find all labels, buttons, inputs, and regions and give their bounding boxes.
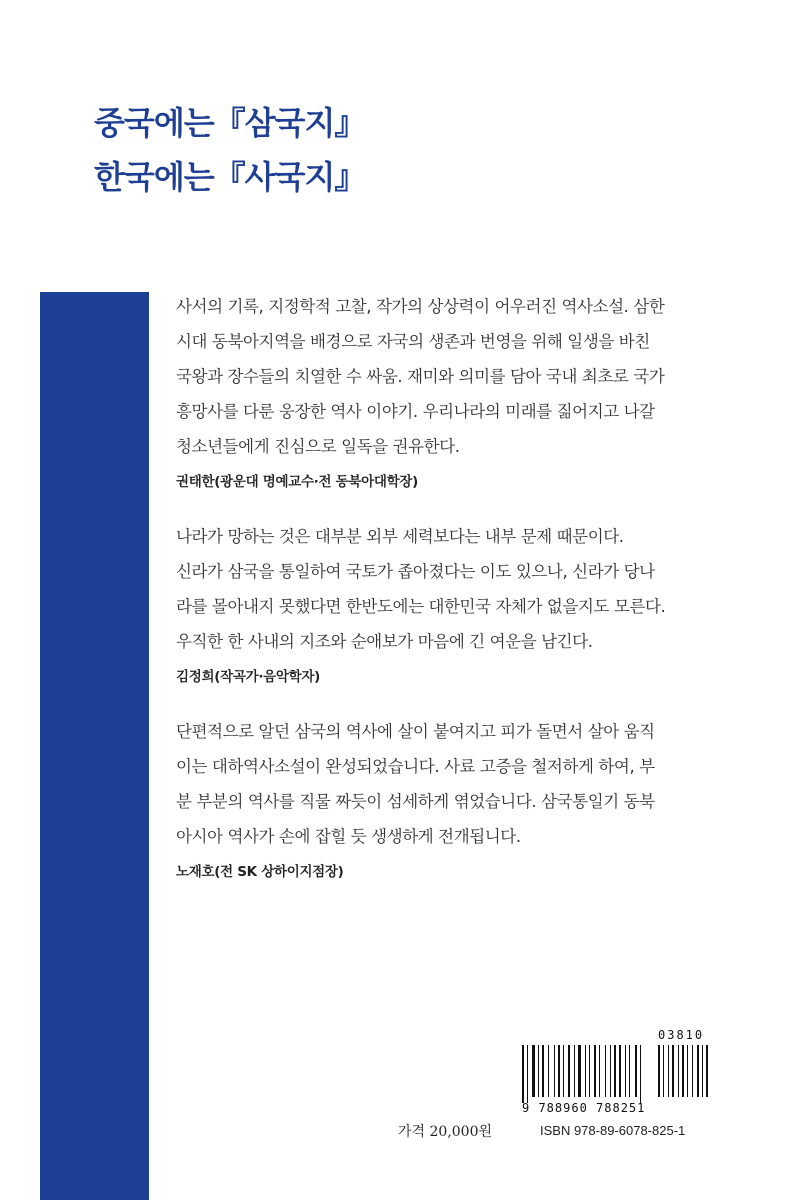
endorsement-text — [176, 519, 776, 659]
endorsement-author: 김정희(작곡가·음악학자) — [176, 669, 320, 685]
text-line: 분 부분의 역사를 직물 짜듯이 섬세하게 엮었습니다. 삼국통일기 동북 — [176, 792, 655, 811]
headline-line-1: 중국에는『삼국지』 — [94, 104, 366, 142]
text-line: 아시아 역사가 손에 잡힐 듯 생생하게 전개됩니다. — [176, 827, 521, 846]
text-line: 우직한 한 사내의 지조와 순애보가 마음에 긴 여운을 남긴다. — [176, 632, 593, 651]
text-line: 신라가 삼국을 통일하여 국토가 좁아졌다는 이도 있으나, 신라가 당나 — [176, 562, 655, 581]
price: 가격 20,000원 — [398, 1124, 493, 1140]
headline — [94, 96, 365, 204]
barcode-addon-digits: 03810 — [658, 1028, 705, 1042]
text-line: 흥망사를 다룬 웅장한 역사 이야기. 우리나라의 미래를 짊어지고 나갈 — [176, 402, 655, 421]
barcode-digits: 9 788960 788251 — [522, 1101, 646, 1115]
isbn: ISBN 978-89-6078-825-1 — [540, 1123, 686, 1138]
text-line: 나라가 망하는 것은 대부분 외부 세력보다는 내부 문제 때문이다. — [176, 527, 624, 546]
endorsement-text — [176, 714, 776, 854]
endorsement-author: 권태한(광운대 명예교수·전 동북아대학장) — [176, 474, 418, 490]
text-line: 라를 몰아내지 못했다면 한반도에는 대한민국 자체가 없을지도 모른다. — [176, 597, 666, 616]
blue-side-bar — [40, 292, 149, 1200]
text-line: 청소년들에게 진심으로 일독을 권유한다. — [176, 437, 460, 456]
endorsement-2 — [176, 519, 776, 685]
headline-line-2: 한국에는『사국지』 — [94, 158, 366, 196]
endorsement-text — [176, 289, 776, 464]
endorsement-3 — [176, 714, 776, 880]
text-line: 시대 동북아지역을 배경으로 자국의 생존과 번영을 위해 일생을 바친 — [176, 332, 650, 351]
endorsement-1 — [176, 289, 776, 490]
text-line: 이는 대하역사소설이 완성되었습니다. 사료 고증을 철저하게 하여, 부 — [176, 757, 655, 776]
text-line: 국왕과 장수들의 치열한 수 싸움. 재미와 의미를 담아 국내 최초로 국가 — [176, 367, 665, 386]
text-line: 단편적으로 알던 삼국의 역사에 살이 붙여지고 피가 돌면서 살아 움직 — [176, 722, 655, 741]
endorsement-author: 노재호(전 SK 상하이지점장) — [176, 864, 344, 880]
text-line: 사서의 기록, 지정학적 고찰, 작가의 상상력이 어우러진 역사소설. 삼한 — [176, 297, 665, 316]
